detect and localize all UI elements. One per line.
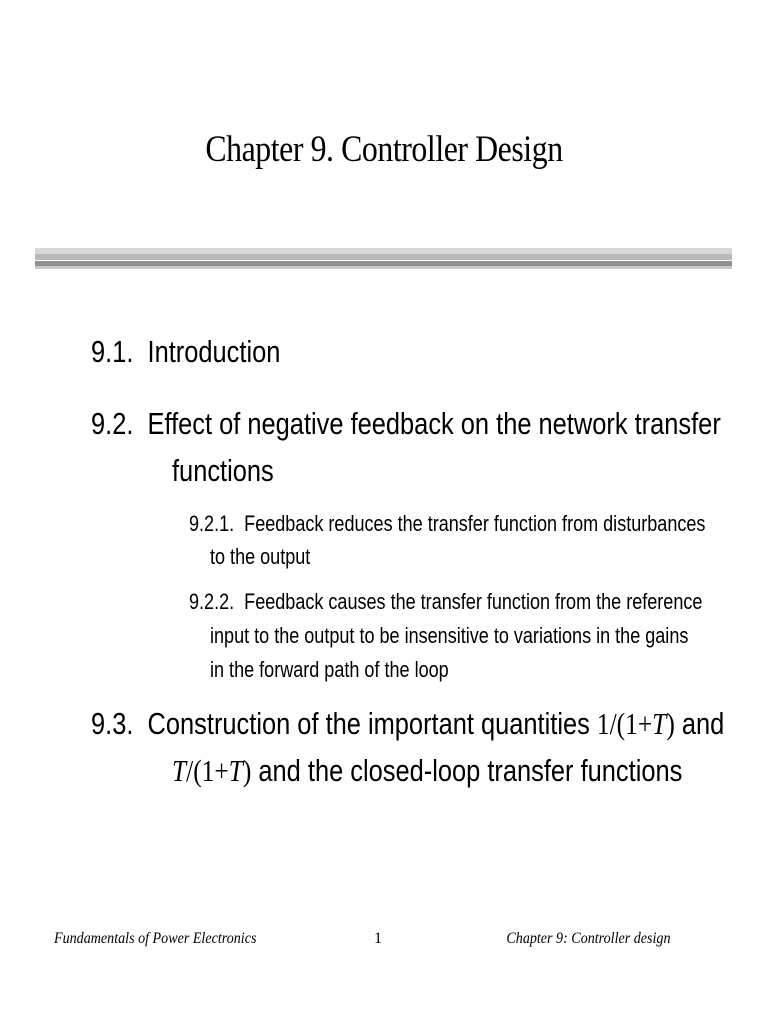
subsection-title: Feedback causes the transfer function from the reference: [244, 589, 703, 614]
toc-item-9-2-2-continuation-2: in the forward path of the loop: [210, 657, 449, 682]
expression-t-over-one-plus-t: T/(1+T): [172, 753, 252, 788]
expression-one-over-one-plus-t: 1/(1+T): [596, 706, 675, 741]
toc-item-9-2-2: [189, 589, 702, 615]
title-divider: [35, 248, 732, 270]
toc-item-9-3: 9.3. Construction of the important quantities 1/(1+T) and: [91, 706, 725, 741]
subsection-number: 9.2.2.: [189, 589, 235, 614]
section-title: Introduction: [147, 334, 281, 369]
section-title: Effect of negative feedback on the network transfer: [147, 406, 721, 441]
footer-page-number: 1: [374, 930, 382, 947]
footer-book-title: Fundamentals of Power Electronics: [54, 930, 257, 947]
toc-item-9-2: [91, 406, 721, 442]
toc-item-9-2-1: [189, 511, 705, 537]
slide-title: Chapter 9. Controller Design: [205, 129, 563, 170]
section-number: 9.2.: [91, 406, 134, 441]
toc-item-9-2-2-continuation-1: input to the output to be insensitive to variations in the gains: [210, 623, 689, 648]
subsection-number: 9.2.1.: [189, 511, 235, 536]
subsection-title: Feedback reduces the transfer function from disturbances: [244, 511, 706, 536]
section-title: Construction of the important quantities: [147, 706, 590, 741]
toc-item-9-1: [91, 334, 280, 370]
section-number: 9.3.: [91, 706, 134, 741]
toc-item-9-3-continuation: T/(1+T) and the closed-loop transfer functions: [172, 753, 683, 788]
toc-item-9-2-continuation: functions: [172, 453, 274, 488]
section-number: 9.1.: [91, 334, 134, 369]
footer-chapter-title: Chapter 9: Controller design: [506, 930, 671, 947]
toc-item-9-2-1-continuation: to the output: [210, 544, 311, 569]
